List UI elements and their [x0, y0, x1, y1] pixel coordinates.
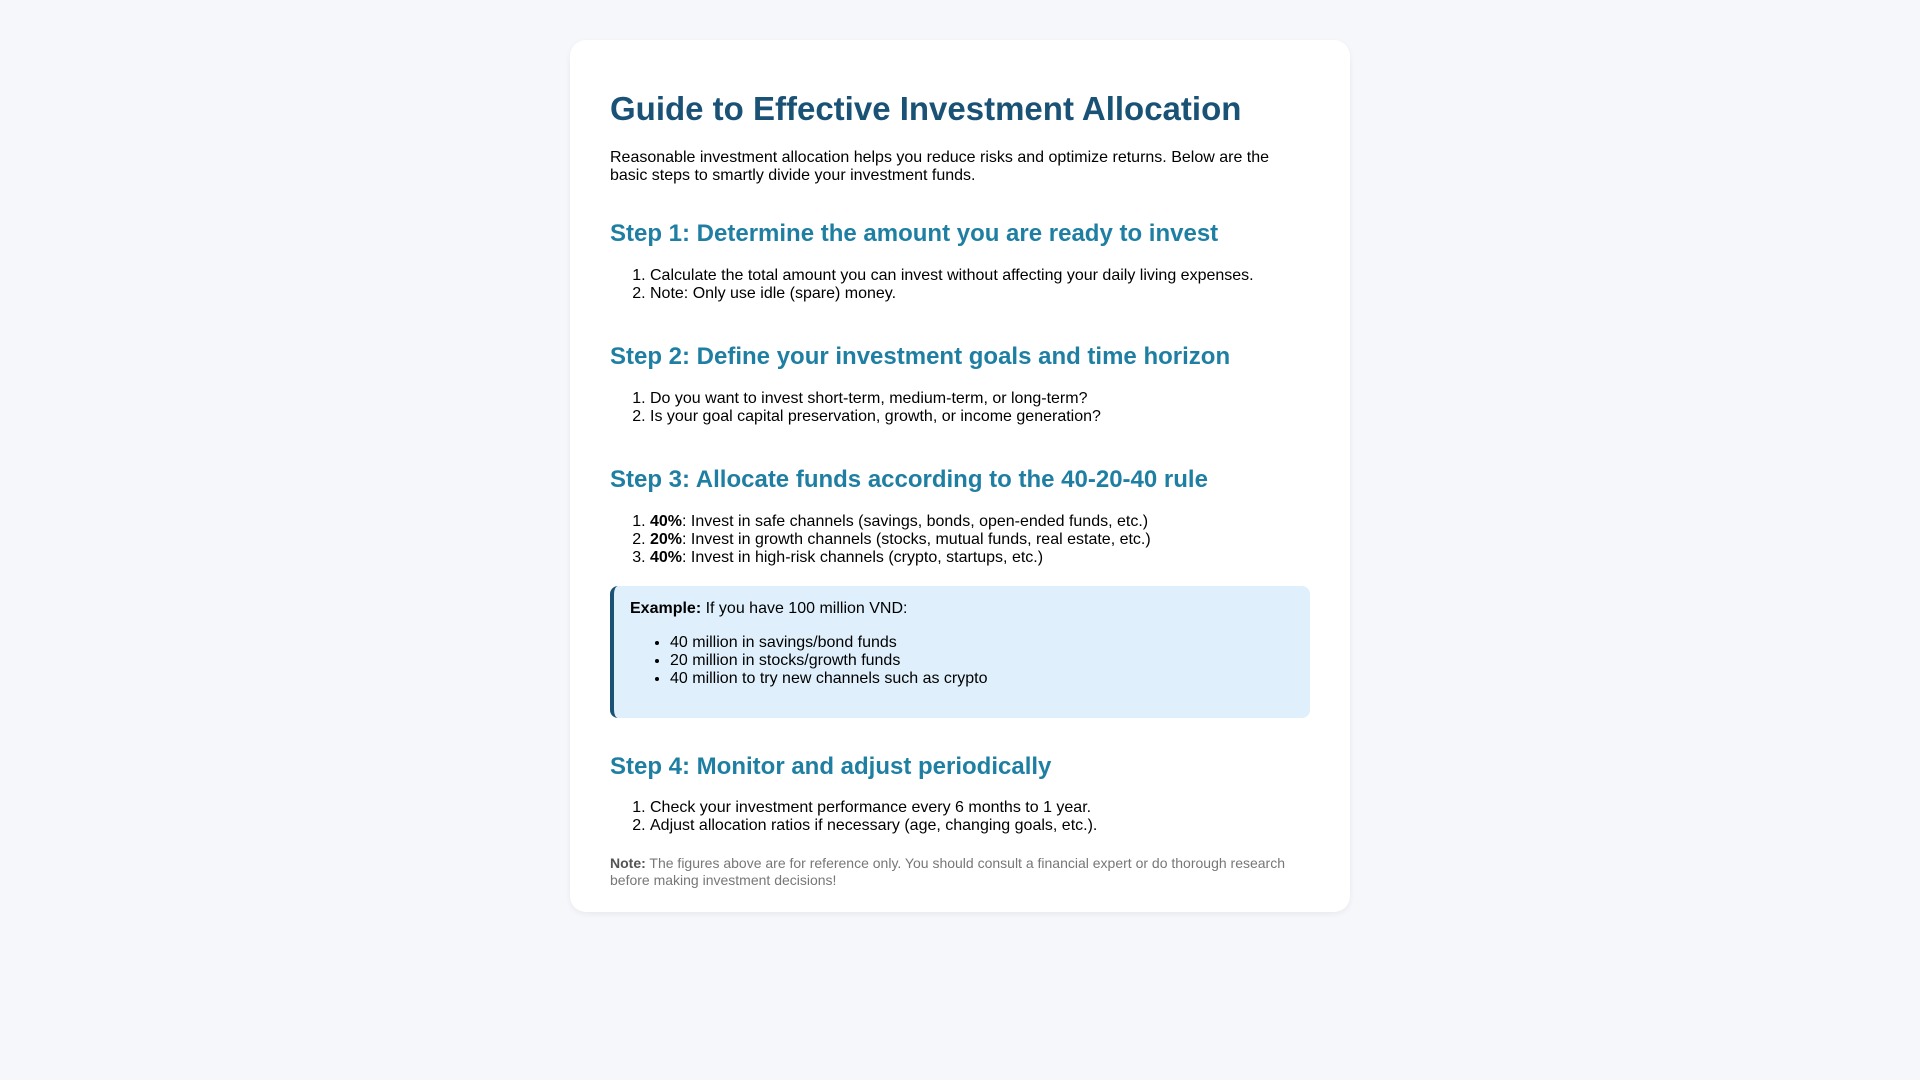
list-item	[650, 549, 1310, 567]
list-item: 2. Note: Only use idle (spare) money.	[650, 285, 1310, 303]
allocation-percent: 40%	[650, 512, 683, 530]
allocation-text: : Invest in growth channels (stocks, mutual funds, real estate, etc.)	[682, 530, 1151, 548]
intro-text: Reasonable investment allocation helps you reduce risks and optimize returns. Below are the basic steps to smartly divide your investment funds.	[610, 149, 1270, 185]
example-list	[630, 634, 1294, 688]
list-item: 2. Adjust allocation ratios if necessary (age, changing goals, etc.).	[650, 817, 1310, 835]
example-text: If you have 100 million VND:	[701, 599, 908, 617]
list-item: 1. Do you want to invest short-term, medium-term, or long-term?	[650, 390, 1310, 408]
allocation-percent: 20%	[650, 530, 683, 548]
list-item	[650, 513, 1310, 531]
note-label: Note:	[610, 855, 646, 872]
step2-list	[610, 390, 1310, 426]
allocation-text: : Invest in high-risk channels (crypto, startups, etc.)	[682, 548, 1044, 566]
example-box	[610, 586, 1310, 718]
list-item: 1. Calculate the total amount you can invest without affecting your daily living expenses.	[650, 267, 1310, 285]
page-title: Guide to Effective Investment Allocation	[610, 90, 1242, 127]
step3-title: Step 3: Allocate funds according to the 40-20-40 rule	[610, 465, 1208, 493]
step3-list	[610, 513, 1310, 567]
example-label: Example:	[630, 599, 702, 617]
example-heading	[630, 600, 1294, 618]
step1-title: Step 1: Determine the amount you are ready to invest	[610, 220, 1219, 248]
list-item: • 40 million to try new channels such as crypto	[670, 670, 1294, 688]
step4-title: Step 4: Monitor and adjust periodically	[610, 752, 1052, 780]
list-item	[650, 531, 1310, 549]
step2-title: Step 2: Define your investment goals and time horizon	[610, 343, 1231, 371]
allocation-text: : Invest in safe channels (savings, bonds, open-ended funds, etc.)	[682, 512, 1149, 530]
list-item: • 20 million in stocks/growth funds	[670, 652, 1294, 670]
list-item: • 40 million in savings/bond funds	[670, 634, 1294, 652]
disclaimer-note	[610, 855, 1310, 889]
guide-card	[570, 40, 1350, 912]
step1-list	[610, 267, 1310, 303]
allocation-percent: 40%	[650, 548, 683, 566]
list-item: 1. Check your investment performance every 6 months to 1 year.	[650, 799, 1310, 817]
step4-list	[610, 799, 1310, 835]
list-item: 2. Is your goal capital preservation, growth, or income generation?	[650, 408, 1310, 426]
note-text: The figures above are for reference only. You should consult a financial expert or do thorough research before making investment decisions!	[610, 855, 1285, 889]
